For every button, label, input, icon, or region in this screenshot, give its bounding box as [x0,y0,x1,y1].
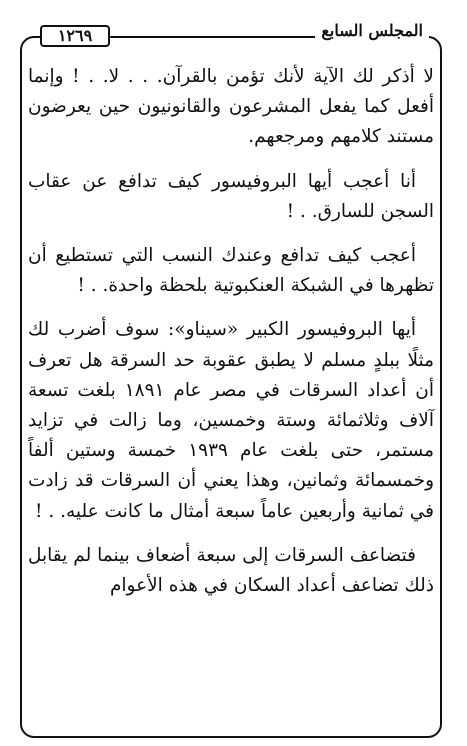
chapter-title: المجلس السابع [315,20,429,42]
page-number: ١٢٦٩ [40,25,110,47]
paragraph: أيها البروفيسور الكبير «سيناو»: سوف أضرب لك مثلًا ببلدٍ مسلم لا يطبق عقوبة حد السرقة هل تعرف أن أعداد السرقات في مصر عام ١٨٩١ بلغت تسعة آلاف وثلاثمائة وستة وخمسين، وما زالت في تزايد مستمر، حتى بلغت عام ١٩٣٩ خمسة وستين ألفاً وخمسمائة وثمانين، وهذا يعني أن السرقات قد زادت في ثمانية وأربعين عاماً سبعة أمثال ما كانت عليه. . ! [28,319,435,522]
body-text [28,62,434,615]
paragraph: أعجب كيف تدافع وعندك النسب التي تستطيع أن تظهرها في الشبكة العنكبوتية بلحظة واحدة. . ! [28,245,434,297]
paragraph: فتضاعف السرقات إلى سبعة أضعاف بينما لم يقابل ذلك تضاعف أعداد السكان في هذه الأعوام [28,544,434,597]
paragraph: لا أذكر لك الآية لأنك تؤمن بالقرآن. . . لا. . ! وإنما أفعل كما يفعل المشرعون والقانونيون حين يعرضون مستند كلامهم ومرجعهم. [28,66,434,148]
paragraph: أنا أعجب أيها البروفيسور كيف تدافع عن عقاب السجن للسارق. . ! [28,170,434,222]
